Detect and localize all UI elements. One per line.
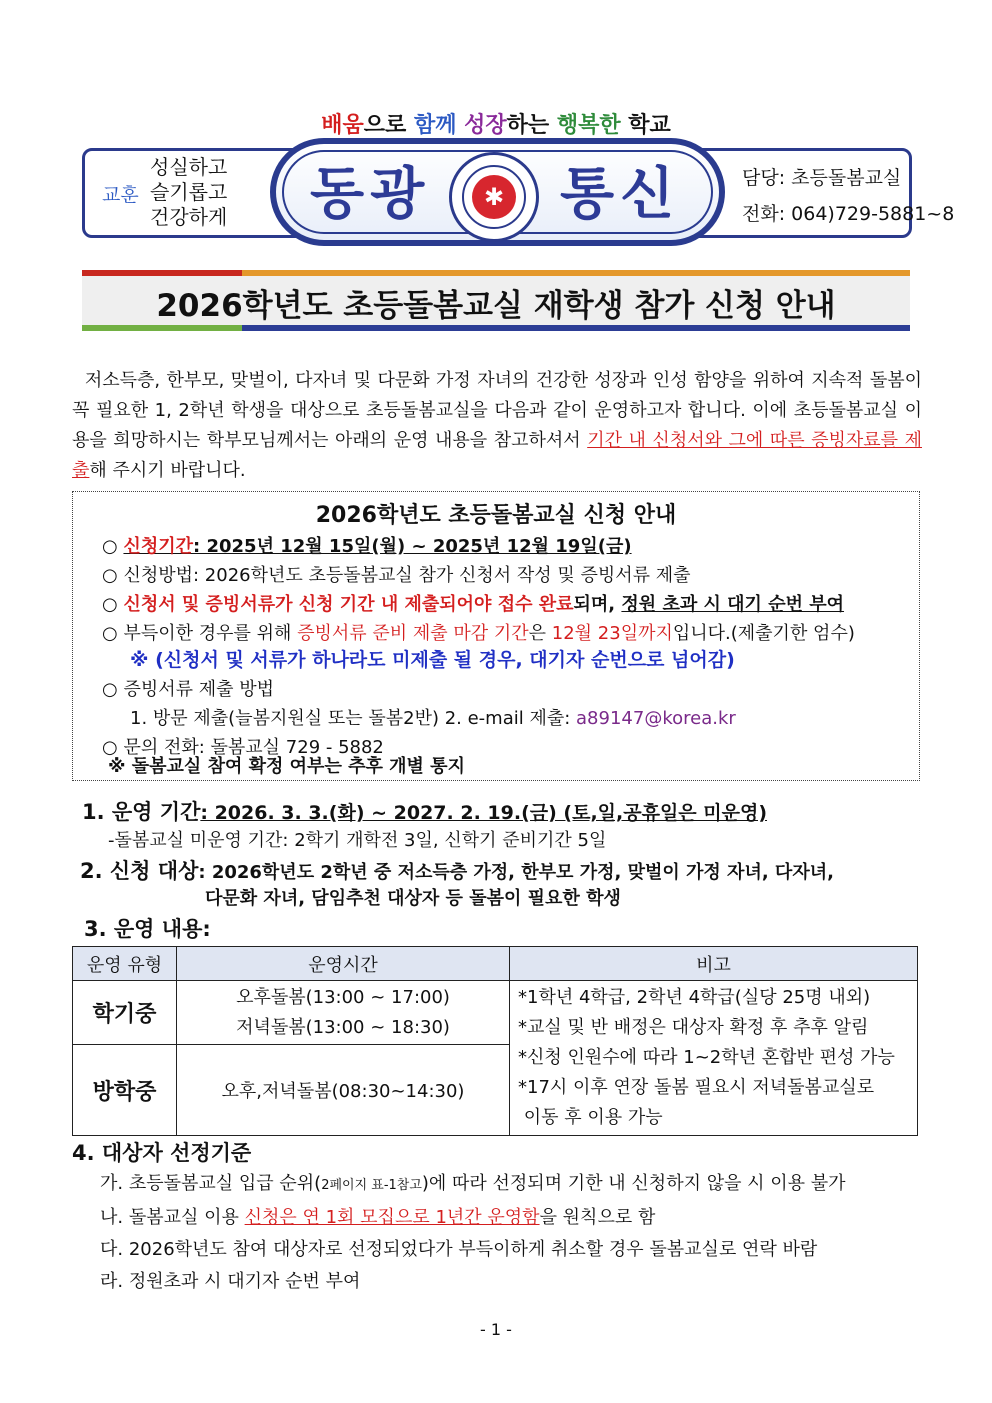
newsletter-title-left: 동광 bbox=[310, 162, 431, 227]
criteria-item-ra: 라. 정원초과 시 대기자 순번 부여 bbox=[100, 1271, 361, 1292]
deadline-text: 입니다.(제출기한 엄수) bbox=[672, 623, 855, 644]
deadline-date: 12월 23일까지 bbox=[551, 623, 673, 644]
school-motto bbox=[150, 155, 227, 230]
section2-label: 2. 신청 대상 bbox=[80, 859, 199, 883]
title-bar-bottom-green bbox=[82, 325, 242, 331]
column-header: 운영 유형 bbox=[73, 947, 177, 981]
contact-person: 담당: 초등돌봄교실 bbox=[742, 167, 902, 189]
semester-time-afternoon: 오후돌봄(13:00 ~ 17:00) bbox=[236, 986, 450, 1008]
bullet-icon: ○ bbox=[102, 623, 118, 644]
school-slogan bbox=[0, 108, 992, 139]
period-value: : 2025년 12월 15일(월) ~ 2025년 12월 19일(금) bbox=[193, 536, 632, 557]
page-number: - 1 - bbox=[480, 1320, 512, 1339]
email-link[interactable]: a89147@korea.kr bbox=[576, 708, 736, 729]
section-selection-criteria: 4. 대상자 선정기준 bbox=[72, 1141, 252, 1165]
section-target bbox=[80, 855, 834, 885]
note-item: *신청 인원수에 따라 1~2학년 혼합반 편성 가능 bbox=[518, 1047, 895, 1068]
table-header-row bbox=[73, 947, 918, 981]
acceptance-waitlist: 정원 초과 시 대기 순번 부여 bbox=[621, 594, 845, 615]
newsletter-title-right: 통신 bbox=[560, 162, 681, 227]
criteria-item-ga: 가. 초등돌봄교실 입급 순위(2페이지 표-1참고)에 따라 선정되며 기한 내 신청하지 않을 시 이용 불가 bbox=[100, 1173, 846, 1194]
application-method bbox=[102, 561, 691, 590]
note-item: 이동 후 이용 가능 bbox=[518, 1107, 663, 1128]
column-header: 운영시간 bbox=[177, 947, 510, 981]
contact-info bbox=[742, 160, 954, 232]
bullet-icon: ○ bbox=[102, 536, 118, 557]
motto-line: 건강하게 bbox=[150, 205, 228, 229]
notes-cell bbox=[510, 981, 918, 1136]
period-label: 신청기간 bbox=[123, 536, 194, 557]
method-text: 신청방법: 2026학년도 초등돌봄교실 참가 신청서 작성 및 증빙서류 제출 bbox=[123, 565, 691, 586]
bullet-icon: ○ bbox=[102, 594, 118, 615]
section-content-label: 3. 운영 내용: bbox=[84, 917, 211, 941]
slogan-part: 행복한 bbox=[556, 113, 621, 138]
vacation-type: 방학중 bbox=[73, 1045, 177, 1136]
note-item: *교실 및 반 배정은 대상자 확정 후 추후 알림 bbox=[518, 1017, 869, 1038]
inquiry-text: 문의 전화: 돌봄교실 729 - 5882 bbox=[123, 737, 384, 758]
application-period bbox=[102, 532, 632, 561]
slogan-part: 함께 bbox=[413, 113, 457, 138]
section-operating-period bbox=[82, 796, 767, 826]
intro-highlight: 기간 내 신청서와 그에 따른 증빙자료를 제출 bbox=[72, 430, 922, 481]
participation-notice: ※ 돌봄교실 참여 확정 여부는 추후 개별 통지 bbox=[108, 756, 465, 777]
section1-value: : 2026. 3. 3.(화) ~ 2027. 2. 19.(금) (토,일,공휴일은 미운영) bbox=[200, 802, 768, 824]
section1-label: 1. 운영 기간 bbox=[82, 800, 201, 824]
table-row bbox=[73, 981, 918, 1045]
acceptance-red: 신청서 및 증빙서류가 신청 기간 내 제출되어야 접수 완료 bbox=[123, 594, 574, 615]
non-operating-period: -돌봄교실 미운영 기간: 2학기 개학전 3일, 신학기 준비기간 5일 bbox=[108, 830, 607, 851]
motto-line: 성실하고 bbox=[150, 155, 228, 179]
bullet-icon: ○ bbox=[102, 737, 118, 758]
semester-type: 학기중 bbox=[73, 981, 177, 1045]
slogan-part: 성장 bbox=[464, 113, 507, 138]
criteria-item-da: 다. 2026학년도 참여 대상자로 선정되었다가 부득이하게 취소할 경우 돌봄교실로 연락 바람 bbox=[100, 1239, 818, 1260]
motto-line: 슬기롭고 bbox=[150, 180, 228, 204]
title-bar-bottom-blue bbox=[242, 325, 910, 331]
vacation-time: 오후,저녁돌봄(08:30~14:30) bbox=[177, 1045, 510, 1136]
criteria-list bbox=[100, 1168, 846, 1298]
semester-time-evening: 저녁돌봄(13:00 ~ 18:30) bbox=[236, 1016, 450, 1038]
intro-text-end: 해 주시기 바랍니다. bbox=[89, 460, 246, 481]
document-title: 2026학년도 초등돌봄교실 재학생 참가 신청 안내 bbox=[156, 288, 836, 324]
deadline-text: 은 bbox=[528, 623, 552, 644]
deadline-rule bbox=[102, 619, 855, 648]
slogan-part: 학교 bbox=[620, 113, 671, 138]
box-title: 2026학년도 초등돌봄교실 신청 안내 bbox=[315, 503, 677, 528]
operation-table bbox=[72, 946, 918, 1136]
contact-phone: 전화: 064)729-5881~8 bbox=[742, 203, 955, 225]
motto-label: 교훈 bbox=[102, 184, 139, 206]
semester-times bbox=[177, 981, 510, 1045]
deadline-red: 증빙서류 준비 제출 마감 기간 bbox=[297, 623, 529, 644]
note-item: *1학년 4학급, 2학년 4학급(실당 25명 내외) bbox=[518, 987, 871, 1008]
doc-submission bbox=[102, 675, 274, 704]
bullet-icon: ○ bbox=[102, 679, 118, 700]
column-header: 비고 bbox=[510, 947, 918, 981]
bullet-icon: ○ bbox=[102, 565, 118, 586]
school-logo-icon: ✱ bbox=[449, 152, 539, 242]
criteria-item-na: 나. 돌봄교실 이용 신청은 연 1회 모집으로 1년간 운영함을 원칙으로 함 bbox=[100, 1207, 656, 1228]
intro-text: 저소득층, 한부모, 맞벌이, 다자녀 및 다문화 가정 자녀의 건강한 성장과 인성 함양을 위하여 지속적 돌봄이 꼭 필요한 1, 2학년 학생을 대상으로 초등돌봄교실을 다음과 같이 운영하고자 합니다. 이에 초등돌봄교실 이용을 희망하시는 학부모님께서는 아래의 운영 내용을 참고하셔서 bbox=[72, 370, 922, 451]
doc-method-label: 증빙서류 제출 방법 bbox=[123, 679, 274, 700]
slogan-part bbox=[456, 113, 464, 138]
acceptance-mid: 되며, bbox=[573, 594, 622, 615]
doc-submission-detail bbox=[130, 704, 736, 733]
slogan-part: 배움 bbox=[321, 113, 364, 138]
deadline-text: 부득이한 경우를 위해 bbox=[123, 623, 298, 644]
doc-detail-text: 1. 방문 제출(늘봄지원실 또는 돌봄2반) 2. e-mail 제출: bbox=[130, 708, 577, 729]
intro-paragraph bbox=[72, 366, 922, 486]
note-item: *17시 이후 연장 돌봄 필요시 저녁돌봄교실로 bbox=[518, 1077, 875, 1098]
section2-line2: 다문화 자녀, 담임추천 대상자 등 돌봄이 필요한 학생 bbox=[205, 888, 621, 909]
missing-docs-warning: ※ (신청서 및 서류가 하나라도 미제출 될 경우, 대기자 순번으로 넘어감) bbox=[130, 649, 735, 671]
section2-line1: : 2026학년도 2학년 중 저소득층 가정, 한부모 가정, 맞벌이 가정 자녀, 다자녀, bbox=[198, 862, 834, 883]
slogan-part: 으로 bbox=[363, 113, 414, 138]
acceptance-rule bbox=[102, 590, 844, 619]
slogan-part: 하는 bbox=[506, 113, 557, 138]
